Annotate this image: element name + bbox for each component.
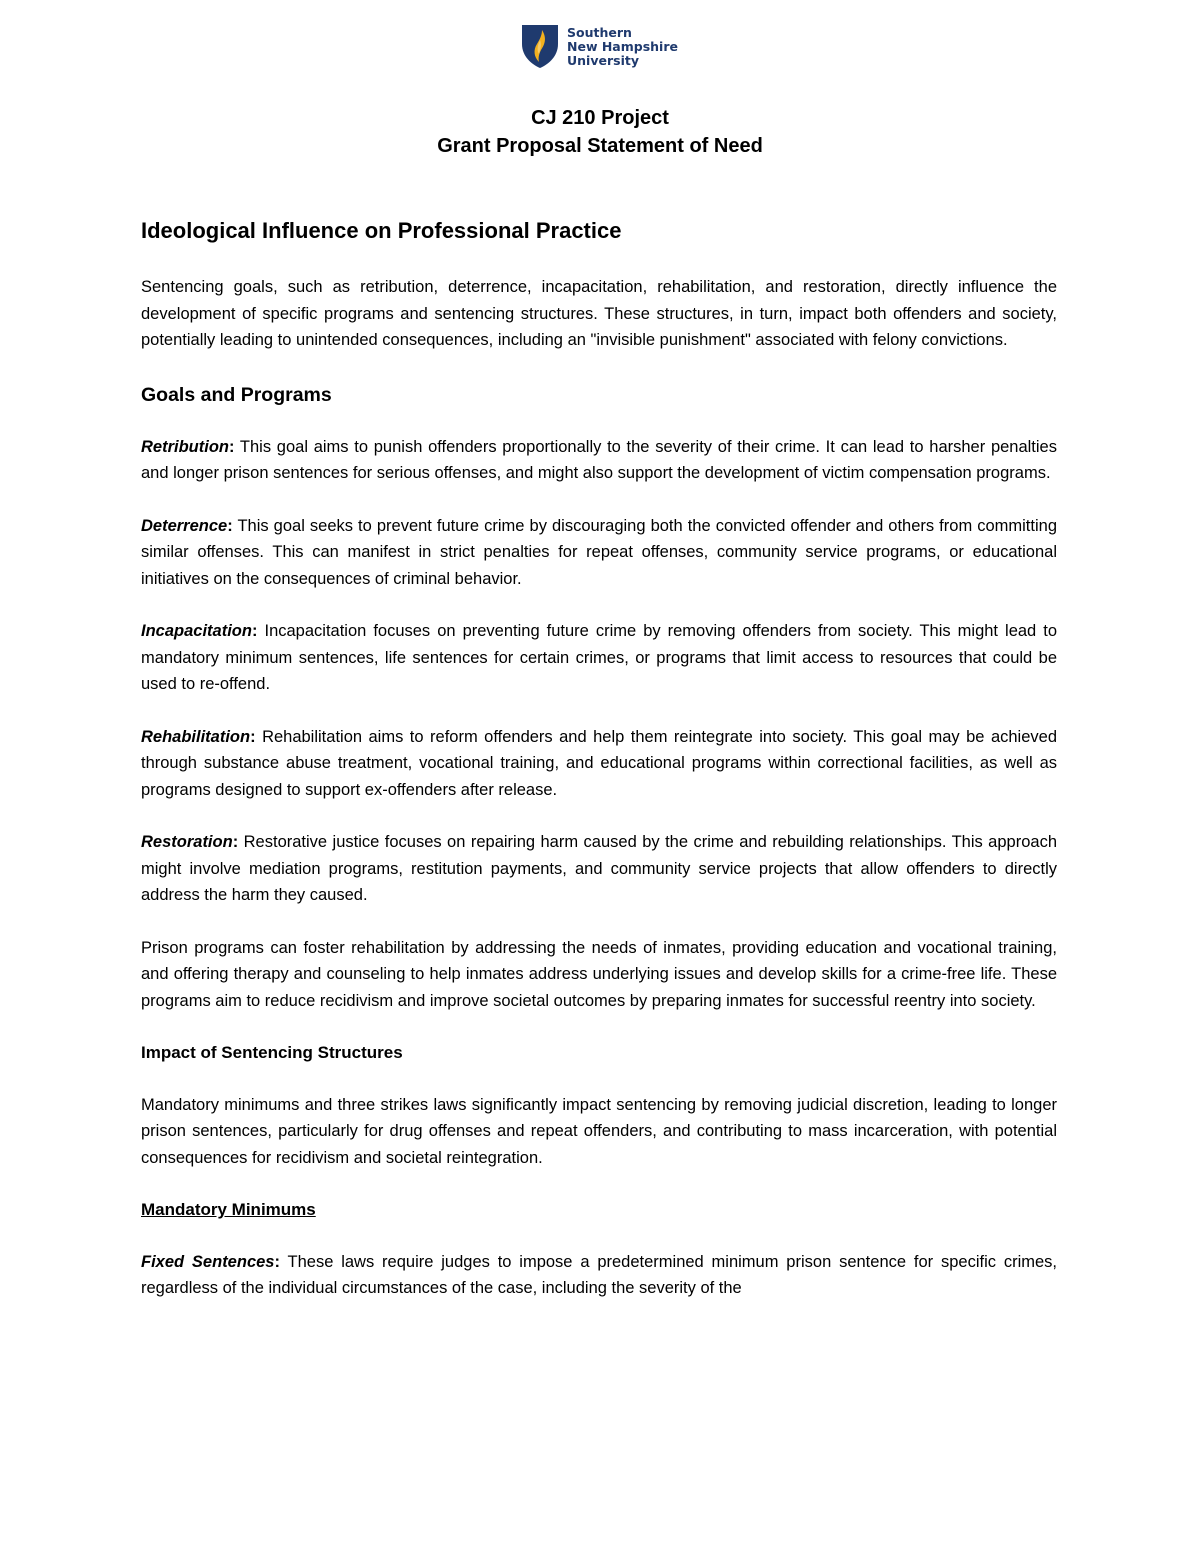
deterrence-text: This goal seeks to prevent future crime by discouraging both the convicted offender and others from committing similar offenses. This can manifest in strict penalties for repeat offenses, community service programs, or educational initiatives on the consequences of criminal behavior. <box>141 516 1057 588</box>
fixed-sentences-text: These laws require judges to impose a predetermined minimum prison sentence for specific crimes, regardless of the individual circumstances of the case, including the severity of the <box>141 1252 1057 1297</box>
goals-heading: Goals and Programs <box>141 383 332 406</box>
deterrence-paragraph <box>141 513 1057 593</box>
logo-line-1: Southern <box>567 24 632 40</box>
ideological-paragraph: Sentencing goals, such as retribution, deterrence, incapacitation, rehabilitation, and restoration, directly influence the development of specific programs and sentencing structures. These structures, in turn, impact both offenders and society, potentially leading to unintended consequences, including an "invisible punishment" associated with felony convictions. <box>141 278 1057 349</box>
deterrence-term: Deterrence <box>141 516 228 535</box>
incapacitation-text: Incapacitation focuses on preventing future crime by removing offenders from society. This might lead to mandatory minimum sentences, life sentences for certain crimes, or programs that limit access to resources that could be used to re-offend. <box>141 622 1058 693</box>
university-logo <box>521 24 678 69</box>
rehabilitation-text: Rehabilitation aims to reform offenders and help them reintegrate into society. This goal may be achieved through substance abuse treatment, vocational training, and educational programs within correctional facilities, as well as programs designed to support ex-offenders after release. <box>141 727 1057 799</box>
restoration-text: Restorative justice focuses on repairing harm caused by the crime and rebuilding relationships. This approach might involve mediation programs, restitution payments, and community service projects that allow offenders to directly address the harm they caused. <box>141 833 1057 904</box>
restoration-paragraph <box>141 829 1057 909</box>
title-line-2: Grant Proposal Statement of Need <box>437 135 763 157</box>
rehabilitation-paragraph <box>141 724 1057 804</box>
deterrence-colon: : <box>227 516 233 535</box>
impact-heading: Impact of Sentencing Structures <box>141 1043 403 1062</box>
rehabilitation-colon: : <box>250 727 256 746</box>
shield-flame-icon <box>521 24 559 69</box>
logo-line-2: New Hampshire <box>567 38 678 54</box>
incapacitation-colon: : <box>251 622 258 640</box>
incapacitation-paragraph <box>141 618 1057 698</box>
document-body <box>141 214 1057 1328</box>
ideological-heading: Ideological Influence on Professional Practice <box>141 218 622 243</box>
retribution-paragraph <box>141 434 1057 487</box>
impact-paragraph: Mandatory minimums and three strikes laws significantly impact sentencing by removing judicial discretion, leading to longer prison sentences, particularly for drug offenses and repeat offenders, and contributing to mass incarceration, with potential consequences for recidivism and societal reintegration. <box>141 1095 1057 1167</box>
restoration-colon: : <box>232 833 239 851</box>
document-title <box>0 104 1200 160</box>
fixed-sentences-paragraph <box>141 1249 1057 1302</box>
incapacitation-term: Incapacitation <box>141 622 252 640</box>
restoration-term: Restoration <box>141 833 233 851</box>
fixed-sentences-term: Fixed Sentences <box>141 1252 275 1271</box>
mandatory-minimums-heading: Mandatory Minimums <box>141 1200 316 1219</box>
rehabilitation-term: Rehabilitation <box>141 727 251 746</box>
fixed-sentences-colon: : <box>274 1252 280 1271</box>
retribution-colon: : <box>229 437 235 456</box>
title-line-1: CJ 210 Project <box>531 107 669 129</box>
logo-line-3: University <box>567 52 639 68</box>
retribution-text: This goal aims to punish offenders proportionally to the severity of their crime. It can lead to harsher penalties and longer prison sentences for serious offenses, and might also support the development of victim compensation programs. <box>141 437 1057 482</box>
logo-wordmark <box>567 26 678 68</box>
retribution-term: Retribution <box>141 437 229 456</box>
prison-programs-paragraph: Prison programs can foster rehabilitation by addressing the needs of inmates, providing education and vocational training, and offering therapy and counseling to help inmates address underlying issues and develop skills for a crime-free life. These programs aim to reduce recidivism and improve societal outcomes by preparing inmates for successful reentry into society. <box>141 938 1057 1010</box>
